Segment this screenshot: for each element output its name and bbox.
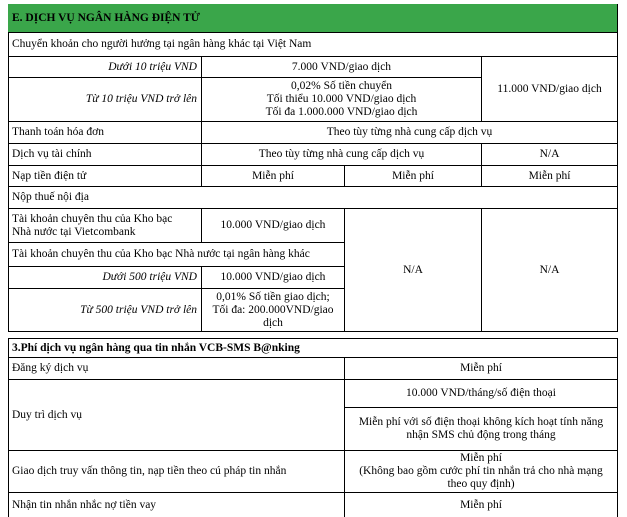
from-500m-fee-line2: Tối đa: 200.000VND/giao <box>212 303 334 316</box>
tax-na-2: N/A <box>482 209 618 332</box>
section-3-header: 3.Phí dịch vụ ngân hàng qua tin nhắn VCB-SMS B@nking <box>8 338 618 358</box>
from-10m-fee-line3: Tối đa 1.000.000 VND/giao dịch <box>265 106 418 118</box>
maintain-free <box>345 408 618 451</box>
under-500m-fee: 10.000 VND/giao dịch <box>202 267 345 289</box>
financial-service-fee: Theo tùy từng nhà cung cấp dịch vụ <box>202 144 482 166</box>
treasury-vcb-line2: Nhà nước tại Vietcombank <box>12 225 136 238</box>
under-500m-label: Dưới 500 triệu VND <box>8 267 202 289</box>
from-10m-fee-line2: Tối thiểu 10.000 VND/giao dịch <box>266 93 417 105</box>
from-10m-fee <box>202 78 482 122</box>
transfer-other-bank-label: Chuyển khoản cho người hưởng tại ngân hàng khác tại Việt Nam <box>8 33 618 57</box>
maintain-free-line2: nhận SMS chủ động trong tháng <box>406 429 556 441</box>
treasury-vcb-fee: 10.000 VND/giao dịch <box>202 209 345 243</box>
tax-na-1: N/A <box>345 209 482 332</box>
loan-reminder-fee: Miễn phí <box>345 493 618 517</box>
treasury-other-label: Tài khoản chuyên thu của Kho bạc Nhà nước tại ngân hàng khác <box>8 243 345 267</box>
under-10m-label: Dưới 10 triệu VND <box>8 57 202 78</box>
register-fee: Miễn phí <box>345 358 618 380</box>
e-wallet-topup-label: Nạp tiền điện tử <box>8 166 202 187</box>
financial-service-na: N/A <box>482 144 618 166</box>
section-gap <box>8 332 619 338</box>
from-500m-fee-line1: 0,01% Số tiền giao dịch; <box>216 290 330 303</box>
treasury-vcb-line1: Tài khoản chuyên thu của Kho bạc <box>12 212 173 225</box>
from-10m-label: Từ 10 triệu VND trở lên <box>8 78 202 122</box>
section-3-left-border <box>8 338 9 517</box>
inquiry-fee-line2: (Không bao gồm cước phí tin nhắn trả cho nhà mạng <box>359 465 603 477</box>
e-wallet-topup-fee-2: Miễn phí <box>345 166 482 187</box>
maintain-fee: 10.000 VND/tháng/số điện thoại <box>345 380 618 408</box>
e-wallet-topup-fee-1: Miễn phí <box>202 166 345 187</box>
from-10m-fee-line1: 0,02% Số tiền chuyển <box>291 80 392 92</box>
maintain-label: Duy trì dịch vụ <box>8 380 345 451</box>
from-500m-fee <box>202 289 345 332</box>
bill-payment-label: Thanh toán hóa đơn <box>8 122 202 144</box>
inquiry-label: Giao dịch truy vấn thông tin, nạp tiền theo cú pháp tin nhắn <box>8 451 345 493</box>
transfer-right-fee: 11.000 VND/giao dịch <box>482 57 618 122</box>
inquiry-fee-line1: Miễn phí <box>460 452 502 464</box>
from-500m-label: Từ 500 triệu VND trở lên <box>8 289 202 332</box>
financial-service-label: Dịch vụ tài chính <box>8 144 202 166</box>
e-wallet-topup-fee-3: Miễn phí <box>482 166 618 187</box>
section-e-header: E. DỊCH VỤ NGÂN HÀNG ĐIỆN TỬ <box>8 4 618 33</box>
inquiry-fee <box>345 451 618 493</box>
inquiry-fee-line3: theo quy định) <box>447 478 515 490</box>
bill-payment-fee: Theo tùy từng nhà cung cấp dịch vụ <box>202 122 618 144</box>
register-label: Đăng ký dịch vụ <box>8 358 345 380</box>
maintain-free-line1: Miễn phí với số điện thoại không kích hoạt tính năng <box>358 416 604 428</box>
loan-reminder-label: Nhận tin nhắn nhắc nợ tiền vay <box>8 493 345 517</box>
from-500m-fee-line3: dịch <box>263 316 283 329</box>
treasury-vcb-label <box>8 209 202 243</box>
domestic-tax-label: Nộp thuế nội địa <box>8 187 618 209</box>
under-10m-fee: 7.000 VND/giao dịch <box>202 57 482 78</box>
